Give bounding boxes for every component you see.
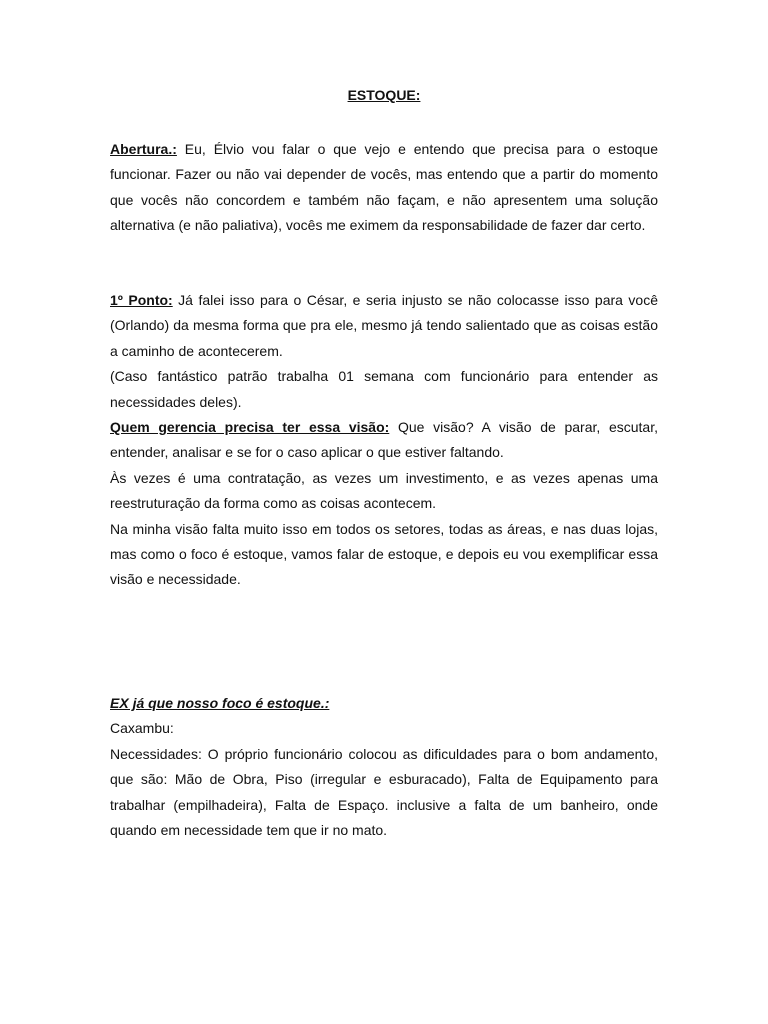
abertura-text: Eu, Élvio vou falar o que vejo e entendo que precisa para o estoque funcionar. Fazer ou não vai depender de vocês, mas entendo que a partir do momento que vocês não concordem e também não façam, e não apresentem uma solução alternativa (e não paliativa), vocês me eximem da responsabilidade de fazer dar certo. [110, 141, 658, 234]
exemplo-label: EX já que nosso foco é estoque.: [110, 695, 330, 711]
ponto1-note: (Caso fantástico patrão trabalha 01 semana com funcionário para entender as necessidades deles). [110, 368, 658, 410]
abertura-paragraph [110, 137, 658, 239]
exemplo-heading [110, 691, 658, 716]
ponto1-label: 1º Ponto: [110, 292, 173, 308]
exemplo-section [110, 691, 658, 843]
visao-paragraph: Na minha visão falta muito isso em todos os setores, todas as áreas, e nas duas lojas, mas como o foco é estoque, vamos falar de estoque, e depois eu vou exemplificar essa visão e necessidade. [110, 520, 658, 588]
abertura-label: Abertura.: [110, 141, 177, 157]
gerencia-label: Quem gerencia precisa ter essa visão: [110, 419, 390, 436]
ponto1-text: Já falei isso para o César, e seria injusto se não colocasse isso para você (Orlando) da mesma forma que pra ele, mesmo já tendo salientado que as coisas estão a caminho de acontecerem. [110, 292, 659, 359]
exemplo-local: Caxambu: [110, 720, 174, 737]
gerencia-text: Que visão? A visão de parar, escutar, entender, analisar e se for o caso aplicar o que estiver faltando. [110, 419, 658, 461]
abertura-section [110, 137, 658, 239]
document-title: ESTOQUE: [347, 87, 421, 103]
ponto1-paragraph [110, 288, 658, 364]
gerencia-paragraph [110, 415, 658, 466]
necessidades-paragraph: Necessidades: O próprio funcionário colocou as dificuldades para o bom andamento, que são: Mão de Obra, Piso (irregular e esburacado), Falta de Equipamento para trabalhar (empilhadeira), Falta de Espaço. inclusive a falta de um banheiro, onde quando em necessidade tem que ir no mato. [110, 745, 658, 839]
ponto1-section [110, 288, 658, 593]
vezes-paragraph: Às vezes é uma contratação, as vezes um investimento, e as vezes apenas uma reestruturação da forma como as coisas acontecem. [110, 469, 658, 512]
